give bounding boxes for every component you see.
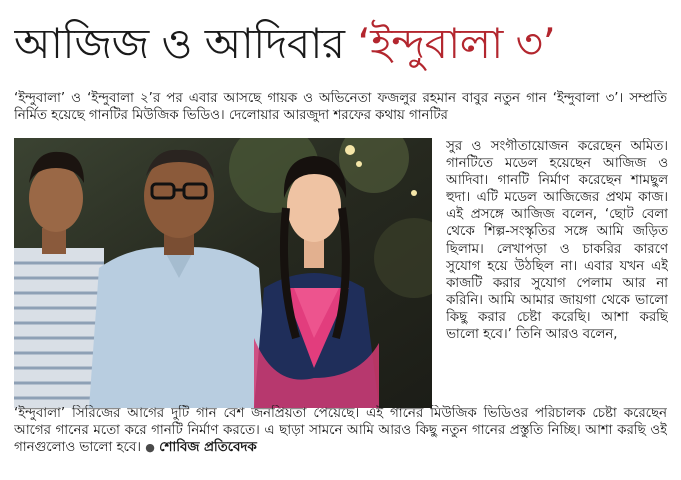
byline-bullet-icon: ● xyxy=(145,441,155,455)
intro-paragraph: ‘ইন্দুবালা’ ও ‘ইন্দুবালা ২’র পর এবার আসছে গায়ক ও অভিনেতা ফজলুর রহমান বাবুর নতুন গান ‘ইন্দুবালা ৩’। সম্প্রতি নির্মিত হয়েছে গানটির মিউজিক ভিডিও। দেলোয়ার আরজুদা শরফের কথায় গানটির xyxy=(14,91,667,124)
photo-illustration xyxy=(14,138,432,408)
headline xyxy=(14,10,674,78)
side-column-paragraph: সুর ও সংগীতায়োজন করেছেন অমিত। গানটিতে মডেল হয়েছেন আজিজ ও আদিবা। গানটি নির্মাণ করেছেন শামছুল হুদা। এটি মডেল আজিজের প্রথম কাজ। এই প্রসঙ্গে আজিজ বলেন, ‘ছোট বেলা থেকে শিল্প-সংস্কৃতির সঙ্গে আমি জড়িত ছিলাম। লেখাপড়া ও চাকরির কারণে সুযোগ হয়ে উঠছিল না। এবার যখন এই কাজটি করার সুযোগ পেলাম আর না করিনি। আমি আমার জায়গা থেকে ভালো কিছু করার চেষ্টা করেছি। আশা করছি ভালো হবে।’ তিনি আরও বলেন, xyxy=(446,139,668,343)
closing-text: ‘ইন্দুবালা’ সিরিজের আগের দুটি গান বেশ জনপ্রিয়তা পেয়েছে। এই গানের মিউজিক ভিডিওর পরিচালক চেষ্টা করেছেন আগের গানের মতো করে গানটি নির্মাণ করতে। এ ছাড়া সামনে আমি আরও কিছু নতুন গানের প্রস্তুতি নিচ্ছি। আশা করছি ওই গানগুলোও ভালো হবে। xyxy=(14,406,667,456)
headline-main: আজিজ ও আদিবার xyxy=(14,19,358,68)
closing-paragraph xyxy=(14,405,667,473)
headline-song-title: ‘ইন্দুবালা ৩’ xyxy=(357,19,556,68)
byline: শোবিজ প্রতিবেদক xyxy=(159,440,257,456)
article-photo xyxy=(14,138,432,408)
